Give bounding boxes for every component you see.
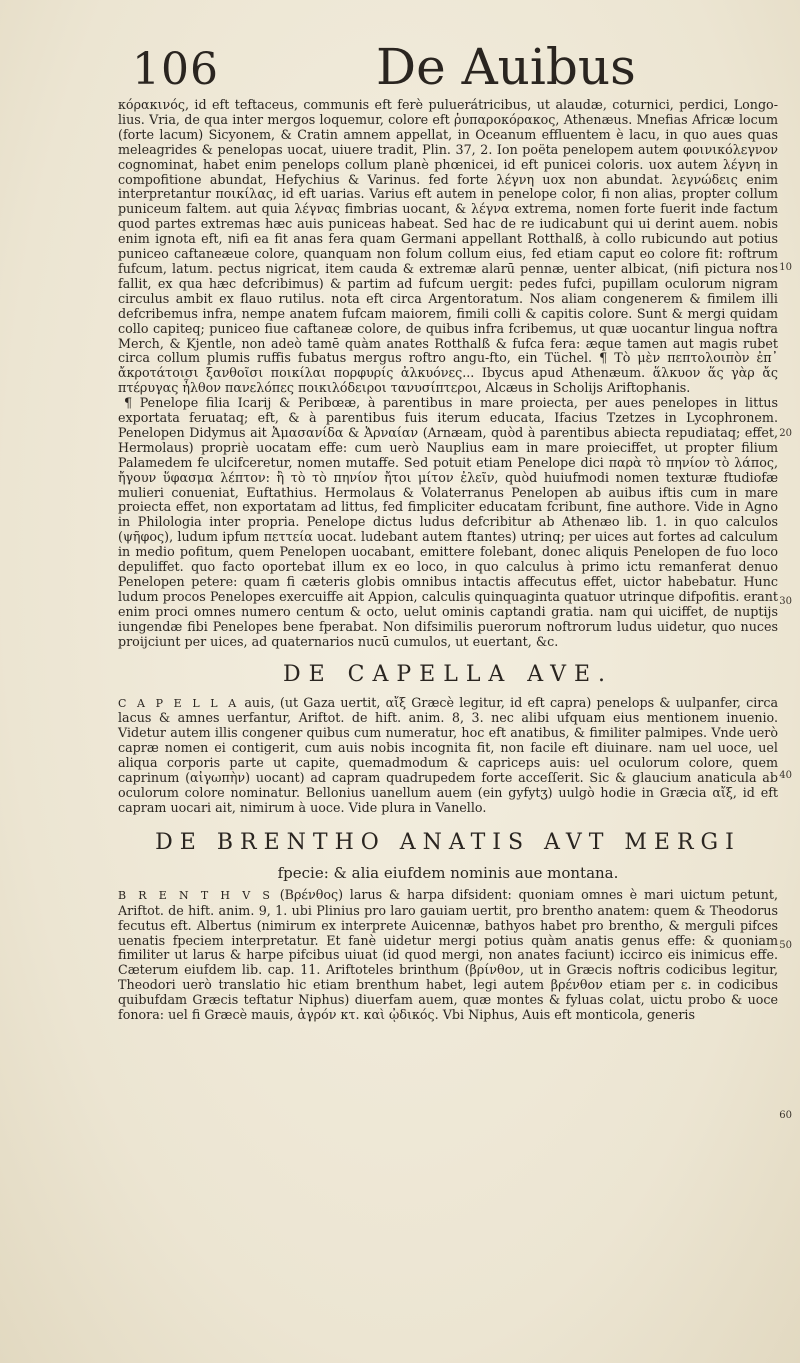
margin-line-number: 30 [779,596,792,607]
paragraph-brenthus-text: (Βρένθος) larus & harpa difsident: quoniam omnes è mari uictum petunt, Ariftot. de hift. anim. 9, 1. ubi Plinius pro laro gauiam uertit, pro brentho anatem: quem & Theodorus fecutus eft. Albertus (nimirum ex interprete Auicennæ, bathyos habet pro brentho, & merguli pifces uenatis fpeciem interpretatur. Et fanè uidetur mergi potius quàm anatis genus effe: & quoniam fimiliter ut larus & harpe pifcibus uiuat (id quod mergi, non anates faciunt) iccirco eis inimicus effe. Cæterum eiufdem lib. cap. 11. Ariftoteles brinthum (βρίνθον, ut in Græcis noftris codicibus legitur, Theodori uerò translatio hic etiam brenthum habet, legi autem βρένθον etiam per ε. in codicibus quibufdam Græcis teftatur Niphus) diuerfam auem, quæ montes & fyluas colat, uictu probo & uoce fonora: uel fi Græcè mauis, ἀγρόν κτ. καὶ ᾠδικός. Vbi Niphus, Auis eft monticola, generis [118,886,778,1023]
section-subtitle-brenthus: fpecie: & alia eiufdem nominis aue montana. [277,863,619,882]
paragraph-capella [118,696,778,816]
lead-word-capella: C A P E L L A [118,696,240,710]
margin-line-number: 20 [779,428,792,439]
paragraph-brenthus [118,888,778,1023]
paragraph-penelope-filia: ¶ Penelope filia Icarij & Peribœæ, à parentibus in mare proiecta, per aues penelopes in littus exportata feruataq; eft, & à parentibus fuis iterum educata, Ifacius Tzetzes in Lycophronem. Penelopen Didymus ait Ἀμασανίδα & Ἀρναίαν (Arnæam, quòd à parentibus abiecta repudiataq; effet, Hermolaus) propriè uocatam effe: cum uerò Nauplius eam in mare proieciffet, ut propter filium Palamedem fe ulcifceretur, nomen mutaffe. Sed potuit etiam Penelope dici παρὰ τὸ πηνίον τὸ λάπος, ἤγουν ὕφασμα λέπτον: ἢ τὸ τὸ πηνίον ἤτοι μίτον ἐλεῖν, quòd huiufmodi nomen texturæ ftudiofæ mulieri conueniat, Euftathius. Hermolaus & Volaterranus Penelopen ab auibus iftis cum in mare proiecta effet, non exportatam ad littus, fed fimpliciter educatam fcribunt, fine authore. Vide in Agno in Philologia inter propria. Penelope dictus ludus defcribitur ab Athenæo lib. 1. in quo calculos (ψῆφος), ludum ipfum πεττεία uocat. ludebant autem ftantes) utrinq; per uices aut fortes ad calculum in medio pofitum, quem Penelopen uocabant, emittere folebant, donec aliquis Penelopen de fuo loco depuliffet. quo facto oportebat illum ex eo loco, in quo calculus à primo ictu remanferat denuo Penelopen petere: quam fi cæteris globis omnibus intactis affecutus effet, uictor habebatur. Hunc ludum procos Penelopes exercuiffe ait Appion, calculis quinquaginta quatuor utrinque difpofitis. erant enim proci omnes numero centum & octo, uelut ominis captandi gratia. nam qui uiciffet, de nuptijs iungendæ fibi Penelopes bene fperabat. Non difsimilis puerorum noftrorum ludus uidetur, quo nuces proijciunt per uices, ad quaternarios nucū cumulos, ut euertant, &c. [118,395,778,649]
section-title-brenthus: DE BRENTHO ANATIS AVT MERGI [155,829,741,855]
paragraph-capella-text: auis, (ut Gaza uertit, αἴξ Græcè legitur, id eft capra) penelops & uulpanfer, circa lacus & amnes uerfantur, Ariftot. de hift. anim. 8, 3. nec alibi ufquam eius mentionem inuenio. Videtur autem illis congener quibus cum numeratur, hoc eft anatibus, & fimiliter palmipes. Vnde uerò capræ nomen ei contigerit, cum auis nobis incognita fit, non facile eft diuinare. nam uel uoce, uel aliqua corporis parte ut capite, quemadmodum & capriceps auis: uel oculorum colore, quem caprinum (αἰγωπὴν) uocant) ad capram quadrupedem forte acceſſerit. Sic & glaucium anaticula ab oculorum colore nominatur. Bellonius uanellum auem (ein gyfytʒ) uulgò hodie in Græcia αἴξ, id eft capram uocari ait, nimirum à uoce. Vide plura in Vanello. [118,694,779,815]
lead-word-brenthus: B R E N T H V S [118,888,273,902]
margin-line-number: 10 [779,262,792,273]
page-header [118,38,800,102]
paragraph-penelope: κόρακινός, id eft teftaceus, communis eft ferè puluerátricibus, ut alaudæ, coturnici, perdici, Longo-lius. Vria, de qua inter mergos loquemur, colore eft ῥυπαροκόρακος, Athenæus. Mnefias Africæ locum (forte lacum) Sicyonem, & Cratin amnem appellat, in Oceanum effluentem è lacu, in quo aues quas meleagrides & penelopas uocat, uiuere tradit, Plin. 37, 2. Ion poëta penelopem autem φοινικόλεγνον cognominat, habet enim penelops collum planè phœnicei, id eft punicei coloris. uox autem λέγνη in compofitione abundat, Hefychius & Varinus. fed forte λέγνη uox non abundat. λεγνώδεις enim interpretantur ποικίλας, id eft uarias. Varius eft autem in penelope color, fi non alias, propter collum puniceum faltem. aut quia λέγνας fimbrias uocant, & λέγνα extrema, nomen forte fuerit inde factum quod partes extremas hæc auis puniceas habeat. Sed hac de re iudicabunt qui ui derint auem. nobis enim ignota eft, nifi ea fit anas fera quam Germani appellant Rotthalß, à collo rubicundo aut potius puniceo caftaneæue colore, quanquam non folum collum eius, fed etiam caput eo colore fit: roftrum fufcum, latum. pectus nigricat, item cauda & extremæ alarū pennæ, uenter albicat, (nifi pictura nos fallit, ex qua hæc defcribimus) & partim ad fufcum uergit: pedes fufci, pupillam oculorum nigram circulus ambit ex flauo rutilus. nota eft circa Argentoratum. Nos aliam congenerem & fimilem illi defcribemus infra, nempe anatem fufcam maiorem, fimili colli & capitis colore. Sunt & mergi quidam collo capiteq; puniceo fiue caftaneæ colore, de quibus infra fcribemus, ut quæ uocantur lingua noftra Merch, & Kjentle, non adeò tamē quàm anates Rotthalß & fufca fera: æque tamen aut magis rubet circa collum plumis ruffis fubatus mergus roftro angu-fto, ein Tüchel. ¶ Τὸ μὲν πεπτολοιπὸν ἐπ᾽ ἄκροτάτοισι ξανθοῖσι ποικίλαι πορφυρίς ἀλκυόνες... Ibycus apud Athenæum. ἅλκυον ἅς γὰρ ἄς πτέρυγας ἦλθον πανελόπες ποικιλόδειροι τανυσίπτεροι, Alcæus in Scholijs Ariftophanis. [118,97,778,396]
running-head: De Auibus [376,38,636,96]
page-number: 106 [132,44,219,95]
section-title-capella: DE CAPELLA AVE. [282,661,614,687]
margin-line-number: 50 [779,940,792,951]
text-body [118,98,778,1023]
margin-line-number: 60 [779,1110,792,1121]
margin-line-number: 40 [779,770,792,781]
